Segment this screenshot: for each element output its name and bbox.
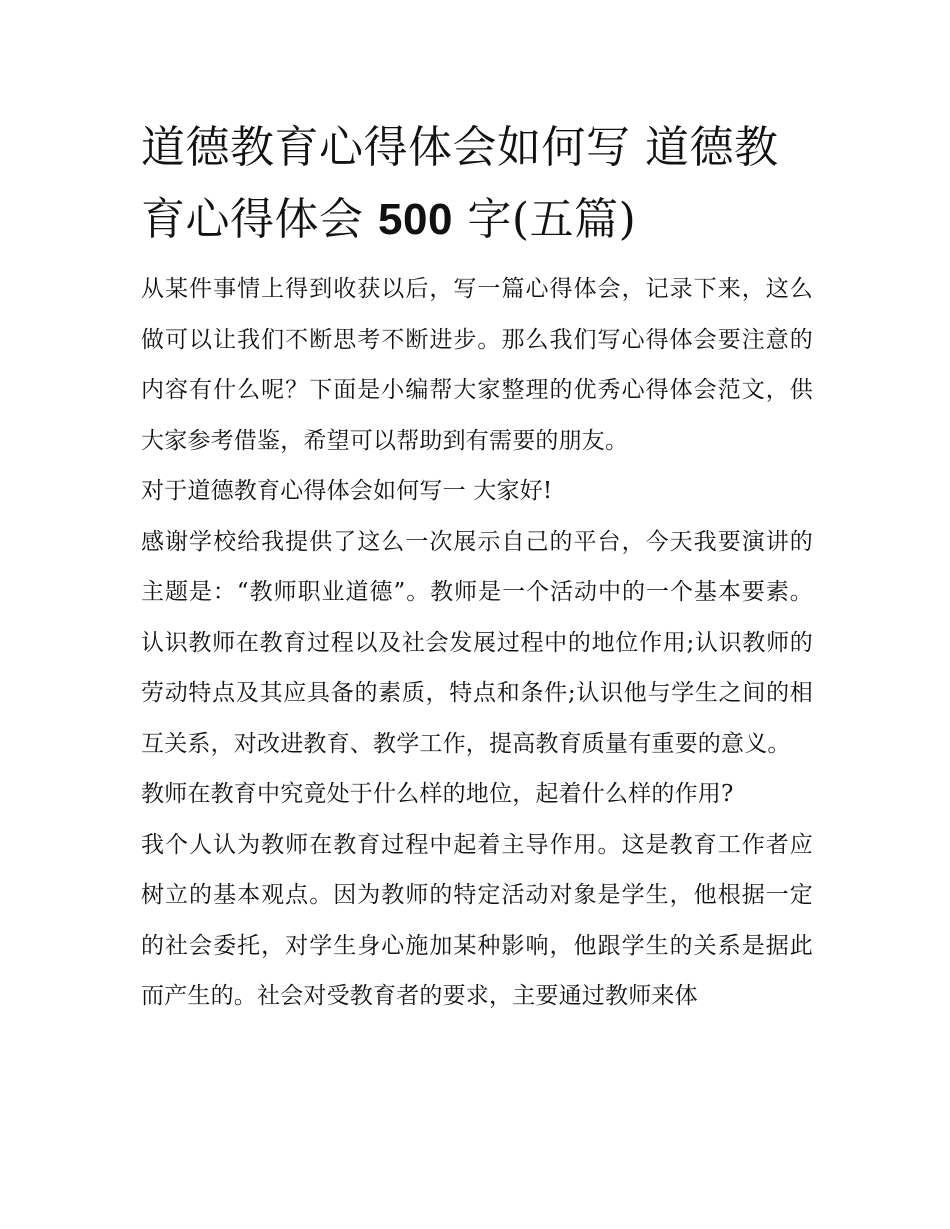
title-text-part1: 道德教育心得体会如何写 道德教育心得体会 (141, 122, 779, 245)
title-text-part2: 字(五篇) (467, 194, 637, 245)
document-title (141, 112, 813, 256)
document-content (141, 112, 813, 1022)
paragraph-thanks: 感谢学校给我提供了这么一次展示自己的平台，今天我要演讲的主题是：“教师职业道德”。教师是一个活动中的一个基本要素。认识教师在教育过程以及社会发展过程中的地位作用;认识教师的劳动特点及其应具备的素质，特点和条件;认识他与学生之间的相互关系，对改进教育、教学工作，提高教育质量有重要的意义。 (141, 528, 813, 757)
title-number: 500 (378, 195, 453, 244)
paragraph-question: 教师在教育中究竟处于什么样的地位，起着什么样的作用? (141, 781, 734, 807)
paragraph-intro: 从某件事情上得到收获以后，写一篇心得体会，记录下来，这么做可以让我们不断思考不断进步。那么我们写心得体会要注意的内容有什么呢？下面是小编帮大家整理的优秀心得体会范文，供大家参考借鉴，希望可以帮助到有需要的朋友。 (141, 276, 813, 454)
paragraph-greeting: 对于道德教育心得体会如何写一 大家好! (141, 478, 553, 504)
paragraph-opinion: 我个人认为教师在教育过程中起着主导作用。这是教育工作者应树立的基本观点。因为教师的特定活动对象是学生，他根据一定的社会委托，对学生身心施加某种影响，他跟学生的关系是据此而产生的。社会对受教育者的要求，主要通过教师来体 (141, 831, 813, 1009)
